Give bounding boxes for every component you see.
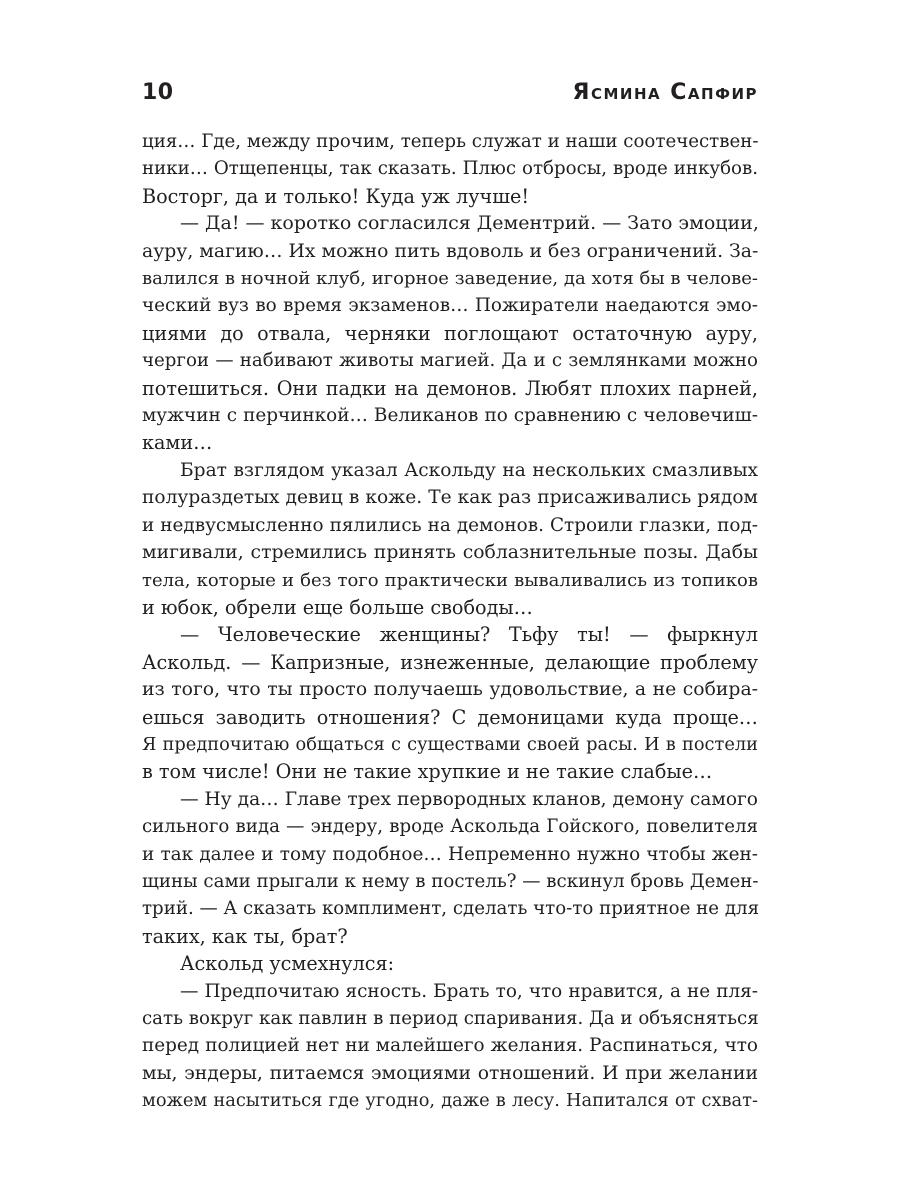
text-line: сать вокруг как павлин в период спаривания. Да и объясняться — [142, 1008, 759, 1029]
text-line: — Человеческие женщины? Тьфу ты! — фыркнул — [180, 623, 758, 647]
text-line: и юбок, обрели еще больше свободы… — [142, 595, 533, 619]
text-line: ками… — [142, 431, 213, 455]
text-line: сильного вида — эндеру, вроде Аскольда Гойского, повелителя — [142, 816, 758, 838]
page-header — [142, 80, 758, 114]
text-line: и недвусмысленно пялились на демонов. Строили глазки, под- — [142, 514, 758, 536]
text-line: мы, эндеры, питаемся эмоциями отношений. И при желании — [142, 1062, 758, 1084]
text-line: ешься заводить отношения? С демоницами куда проще… — [142, 705, 758, 729]
text-line: валился в ночной клуб, игорное заведение, да хотя бы в челове- — [142, 268, 758, 290]
text-line: — Предпочитаю ясность. Брать то, что нравится, а не пля- — [180, 980, 758, 1002]
text-line: из того, что ты просто получаешь удовольствие, а не собира- — [142, 679, 758, 701]
text-line: тела, которые и без того практически вываливались из топиков — [142, 569, 758, 591]
text-line: потешиться. Они падки на демонов. Любят плохих парней, — [142, 376, 758, 400]
text-line: перед полицией нет ни малейшего желания. Распинаться, что — [142, 1035, 758, 1057]
text-line: мигивали, стремились принять соблазнительные позы. Дабы — [142, 542, 758, 564]
running-head-author: Ясмина Сапфир — [572, 80, 758, 105]
text-line: таких, как ты, брат? — [142, 924, 348, 948]
text-line: Я предпочитаю общаться с существами своей расы. И в постели — [142, 733, 758, 755]
page-number: 10 — [142, 80, 174, 105]
text-line: полураздетых девиц в коже. Те как раз присаживались рядом — [142, 487, 758, 509]
text-line: Аскольд. — Капризные, изнеженные, делающие проблему — [142, 650, 758, 674]
text-line: Брат взглядом указал Аскольду на нескольких смазливых — [180, 459, 758, 481]
text-line: чергои — набивают животы магией. Да и с землянками можно — [142, 350, 758, 372]
text-line: циями до отвала, черняки поглощают остаточную ауру, — [142, 321, 758, 345]
text-line: ция… Где, между прочим, теперь служат и наши соотечествен- — [142, 131, 759, 152]
text-line: можем насытиться где угодно, даже в лесу. Напитался от схват- — [142, 1090, 758, 1112]
text-line: — Да! — коротко согласился Дементрий. — Зато эмоции, — [180, 212, 759, 235]
text-line: Аскольд усмехнулся: — [180, 952, 395, 976]
text-line: и так далее и тому подобное… Непременно нужно чтобы жен- — [142, 843, 758, 865]
text-line: ауру, магию… Их можно пить вдоволь и без ограничений. За- — [142, 240, 759, 262]
text-line: — Ну да… Главе трех первородных кланов, демону самого — [180, 788, 758, 810]
text-line: в том числе! Они не такие хрупкие и не такие слабые… — [142, 760, 713, 784]
text-line: Восторг, да и только! Куда уж лучше! — [142, 184, 530, 208]
text-line: трий. — А сказать комплимент, сделать что-то приятное не для — [142, 898, 760, 920]
body-text — [142, 128, 758, 1115]
text-line: щины сами прыгали к нему в постель? — вскинул бровь Демен- — [142, 870, 759, 892]
text-line: ческий вуз во время экзаменов… Пожиратели наедаются эмо- — [142, 295, 758, 317]
text-line: мужчин с перчинкой… Великанов по сравнению с человечиш- — [142, 405, 758, 427]
text-line: ники… Отщепенцы, так сказать. Плюс отбросы, вроде инкубов. — [142, 158, 758, 180]
